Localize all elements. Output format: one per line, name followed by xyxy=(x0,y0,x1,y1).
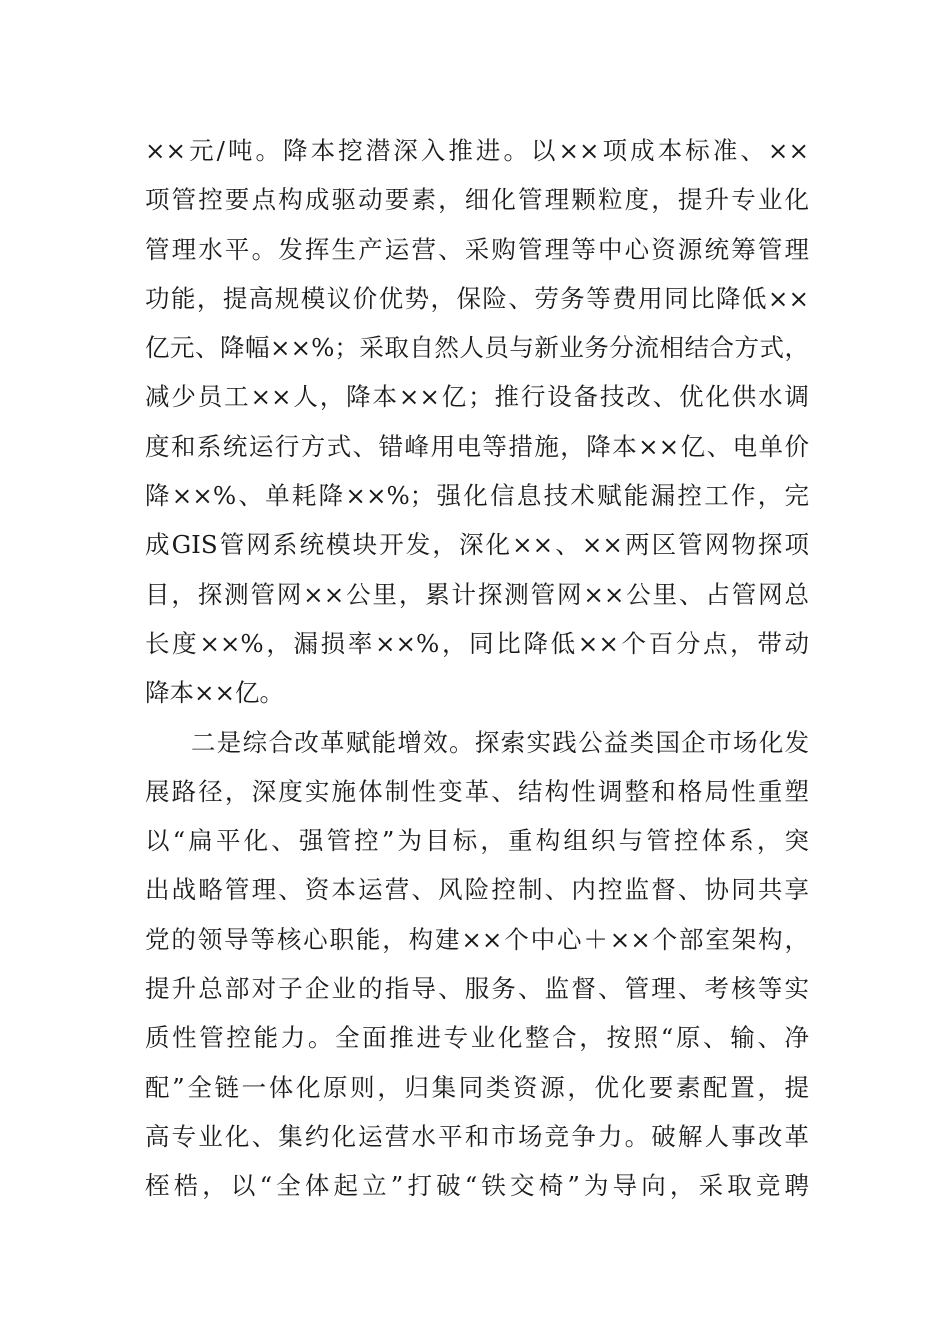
paragraph-cost-reduction xyxy=(145,126,809,718)
text-line: 提升总部对子企业的指导、服务、监督、管理、考核等实 xyxy=(145,974,809,1004)
text-line: 成GIS管网系统模块开发，深化××、××两区管网物探项 xyxy=(145,530,809,560)
text-line: 项管控要点构成驱动要素，细化管理颗粒度，提升专业化 xyxy=(145,185,809,215)
text-line: 度和系统运行方式、错峰用电等措施，降本××亿、电单价 xyxy=(145,431,809,461)
text-line: 减少员工××人，降本××亿；推行设备技改、优化供水调 xyxy=(145,382,809,412)
text-line: 管理水平。发挥生产运营、采购管理等中心资源统筹管理 xyxy=(145,234,809,264)
text-line: 降××%、单耗降××%；强化信息技术赋能漏控工作，完 xyxy=(145,481,809,511)
text-line: 以“扁平化、强管控”为目标，重构组织与管控体系，突 xyxy=(145,826,809,856)
text-line: 亿元、降幅××%；采取自然人员与新业务分流相结合方式， xyxy=(145,333,809,363)
text-line: 高专业化、集约化运营水平和市场竞争力。破解人事改革 xyxy=(145,1121,809,1151)
body-text xyxy=(145,126,809,1211)
text-line: 党的领导等核心职能，构建××个中心＋××个部室架构， xyxy=(145,924,809,954)
paragraph-comprehensive-reform xyxy=(145,718,809,1211)
text-line: 质性管控能力。全面推进专业化整合，按照“原、输、净 xyxy=(145,1023,809,1053)
text-line: ××元/吨。降本挖潜深入推进。以××项成本标准、×× xyxy=(145,136,809,165)
text-line: 长度××%，漏损率××%，同比降低××个百分点，带动 xyxy=(145,628,809,658)
text-line: 目，探测管网××公里，累计探测管网××公里、占管网总 xyxy=(145,579,809,609)
text-line: 桎梏，以“全体起立”打破“铁交椅”为导向，采取竞聘 xyxy=(145,1171,809,1201)
text-line: 二是综合改革赋能增效。探索实践公益类国企市场化发 xyxy=(191,727,809,757)
text-line: 配”全链一体化原则，归集同类资源，优化要素配置，提 xyxy=(145,1072,809,1102)
text-line: 降本××亿。 xyxy=(145,678,285,708)
text-line: 展路径，深度实施体制性变革、结构性调整和格局性重塑 xyxy=(145,776,809,806)
text-line: 功能，提高规模议价优势，保险、劳务等费用同比降低×× xyxy=(145,283,809,313)
text-line: 出战略管理、资本运营、风险控制、内控监督、协同共享 xyxy=(145,875,809,905)
